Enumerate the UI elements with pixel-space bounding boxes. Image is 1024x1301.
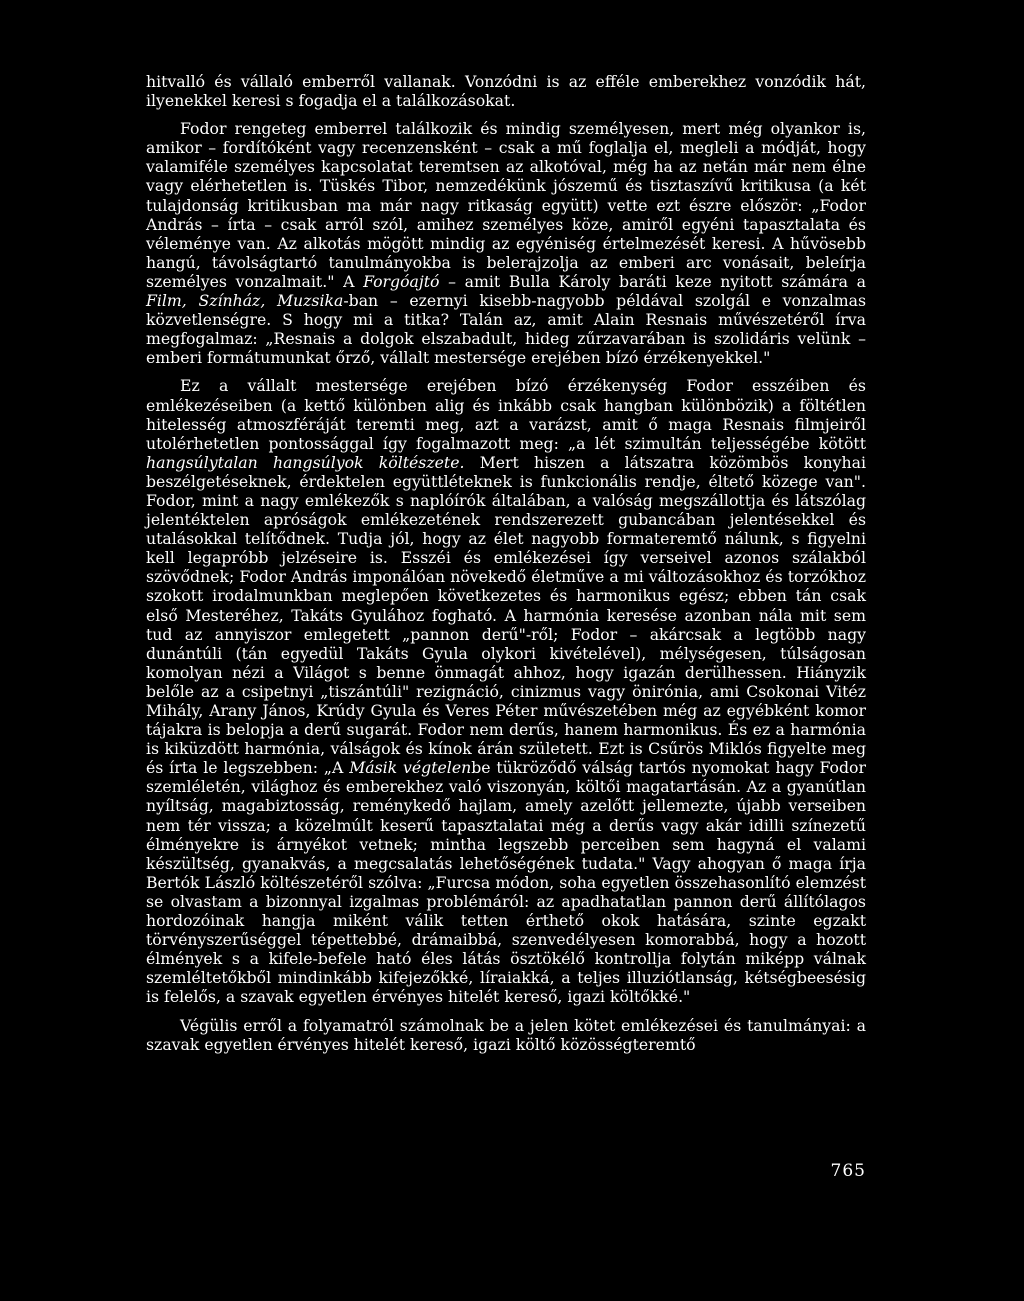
paragraph-2-italic-title-film: Film, Színház, Muzsika: [146, 291, 344, 311]
paragraph-3-text-b: Mert hiszen a látszatra közömbös konyhai beszélgetéseknek, érdektelen együttléteknek is funkcionális rendje, éltető közege van". Fodor, mint a nagy emlékezők s naplóírók általában, a valóság megszállottja és látszólag jelentéktelen apróságok emlékezetének rendszerezett gubancában jelentésekkel és utalásokkal telítődnek. Tudja jól, hogy az élet nagyobb formateremtő nálunk, s figyelni kell legapróbb jelzéseire is. Esszéi és emlékezései így verseivel azonos szálakból szövődnek; Fodor András imponálóan növekedő életműve a mi változásokhoz és torzókhoz szokott irodalmunkban meglepően következetes és harmonikus egész; ebben tán csak első Mesteréhez, Takáts Gyulához fogható. A harmónia keresése azonban nála mit sem tud az annyiszor emlegetett „pannon derű"-ről; Fodor – akárcsak a legtöbb nagy dunántúli (tán egyedül Takáts Gyula olykori kivételével), mélységesen, túlságosan komolyan nézi a Világot s benne önmagát ahhoz, hogy igazán derülhessen. Hiányzik belőle az a csipetnyi „tiszántúli" rezignáció, cinizmus vagy önirónia, ami Csokonai Vitéz Mihály, Arany János, Krúdy Gyula és Veres Péter művészetében még az egyébként komor tájakra is belopja a derű sugarát. Fodor nem derűs, hanem harmonikus. És ez a harmónia is kiküzdött harmónia, válságok és kínok árán született. Ezt is Csűrös Miklós figyelte meg és írta le legszebben: „A: [146, 452, 866, 778]
paragraph-2: [146, 119, 866, 367]
paragraph-2-text-c: -ban – ezernyi kisebb-nagyobb példával szolgál e vonzalmas közvetlenségre. S hogy mi a titka? Talán az, amit Alain Resnais művészetéről írva megfogalmaz: „Resnais a dolgok elszabadult, hideg zűrzavarában is szolidáris velünk – emberi formátumunkat őrző, vállalt mestersége erejében bízó érzékenyekkel.": [146, 291, 867, 368]
paragraph-1-text: hitvalló és vállaló emberről vallanak. Vonzódni is az efféle emberekhez vonzódik hát, ilyenekkel keresi s fogadja el a találkozásokat.: [146, 72, 866, 111]
paragraph-gap: [146, 367, 866, 376]
paragraph-3-italic-quote: hangsúlytalan hangsúlyok költészete.: [146, 452, 465, 472]
page-number: 765: [830, 1161, 866, 1181]
paragraph-1: [146, 72, 866, 110]
document-page: [146, 72, 866, 1232]
paragraph-3: [146, 376, 866, 1006]
paragraph-4: [146, 1016, 866, 1054]
paragraph-2-text-a: Fodor rengeteg emberrel találkozik és mindig személyesen, mert még olyankor is, amikor – fordítóként vagy recenzensként – csak a mű foglalja el, megleli a módját, hogy valamiféle személyes kapcsolatat teremtsen az alkotóval, még ha az netán már nem élne vagy elérhetetlen is. Tüskés Tibor, nemzedékünk jószemű és tisztaszívű kritikusa (a két tulajdonság kritikusban ma már nagy ritkaság együtt) vette ezt észre először: „Fodor András – írta – csak arról szól, amihez személyes köze, amiről egyéni tapasztalata és véleménye van. Az alkotás mögött mindig az egyéniség értelmezését keresi. A hűvösebb hangú, távolságtartó tanulmányokba is belerajzolja az emberi arc vonásait, beleírja személyes vonzalmait." A: [146, 119, 866, 291]
paragraph-gap: [146, 110, 866, 119]
paragraph-3-italic-title-masik: Másik végtelen: [349, 758, 472, 778]
paragraph-2-italic-title-forgoajto: Forgóajtó: [363, 271, 440, 291]
paragraph-gap: [146, 1007, 866, 1016]
paragraph-2-text-b: – amit Bulla Károly baráti keze nyitott számára a: [439, 271, 867, 291]
paragraph-3-text-c: be tükröződő válság tartós nyomokat hagy Fodor szemléletén, világhoz és emberekhez való viszonyán, költői magatartásán. Az a gyanútlan nyíltság, magabiztosság, reménykedő hajlam, amely azelőtt jellemezte, újabb verseiben nem tér vissza; a közelmúlt keserű tapasztalatai még a derűs vagy akár idilli színezetű élményekre is árnyékot vetnek; mintha legszebb perceiben sem hagyná el valami készültség, gyanakvás, a megcsalatás lehetőségének tudata." Vagy ahogyan ő maga írja Bertók László költészetéről szólva: „Furcsa módon, soha egyetlen összehasonlító elemzést se olvastam a bizonnyal izgalmas problémáról: az apadhatatlan pannon derű állítólagos hordozóinak hangja miként válik tetten érthető okok hatására, szinte egzakt törvényszerűséggel tépettebbé, drámaibbá, szenvedélyesen komorabbá, hogy a hozott élmények s a kifele-befele ható éles látás öszt​ökélő kontrollja folytán miképp válnak szemléltetőkből mindinkább kifejezőkké, líraiakká, a teljes illuziótlanság, kétségbeesésig is felelős, a szavak egyetlen érvényes hitelét kereső, igazi költőkké.": [146, 758, 866, 1007]
paragraph-3-text-a: Ez a vállalt mestersége erejében bízó érzékenység Fodor esszéiben és emlékezéseiben (a kettő különben alig és inkább csak hangban különbözik) a föltétlen hitelesség atmoszféráját teremti meg, azt a varázst, amit ő maga Resnais filmjeiről utolérhetetlen pontossággal így fogalmazott meg: „a lét szimultán teljességébe kötött: [146, 376, 866, 453]
paragraph-4-text: Végülis erről a folyamatról számolnak be a jelen kötet emlékezései és tanulmányai: a szavak egyetlen érvényes hitelét kereső, igazi költő közösségteremtő: [146, 1015, 866, 1054]
